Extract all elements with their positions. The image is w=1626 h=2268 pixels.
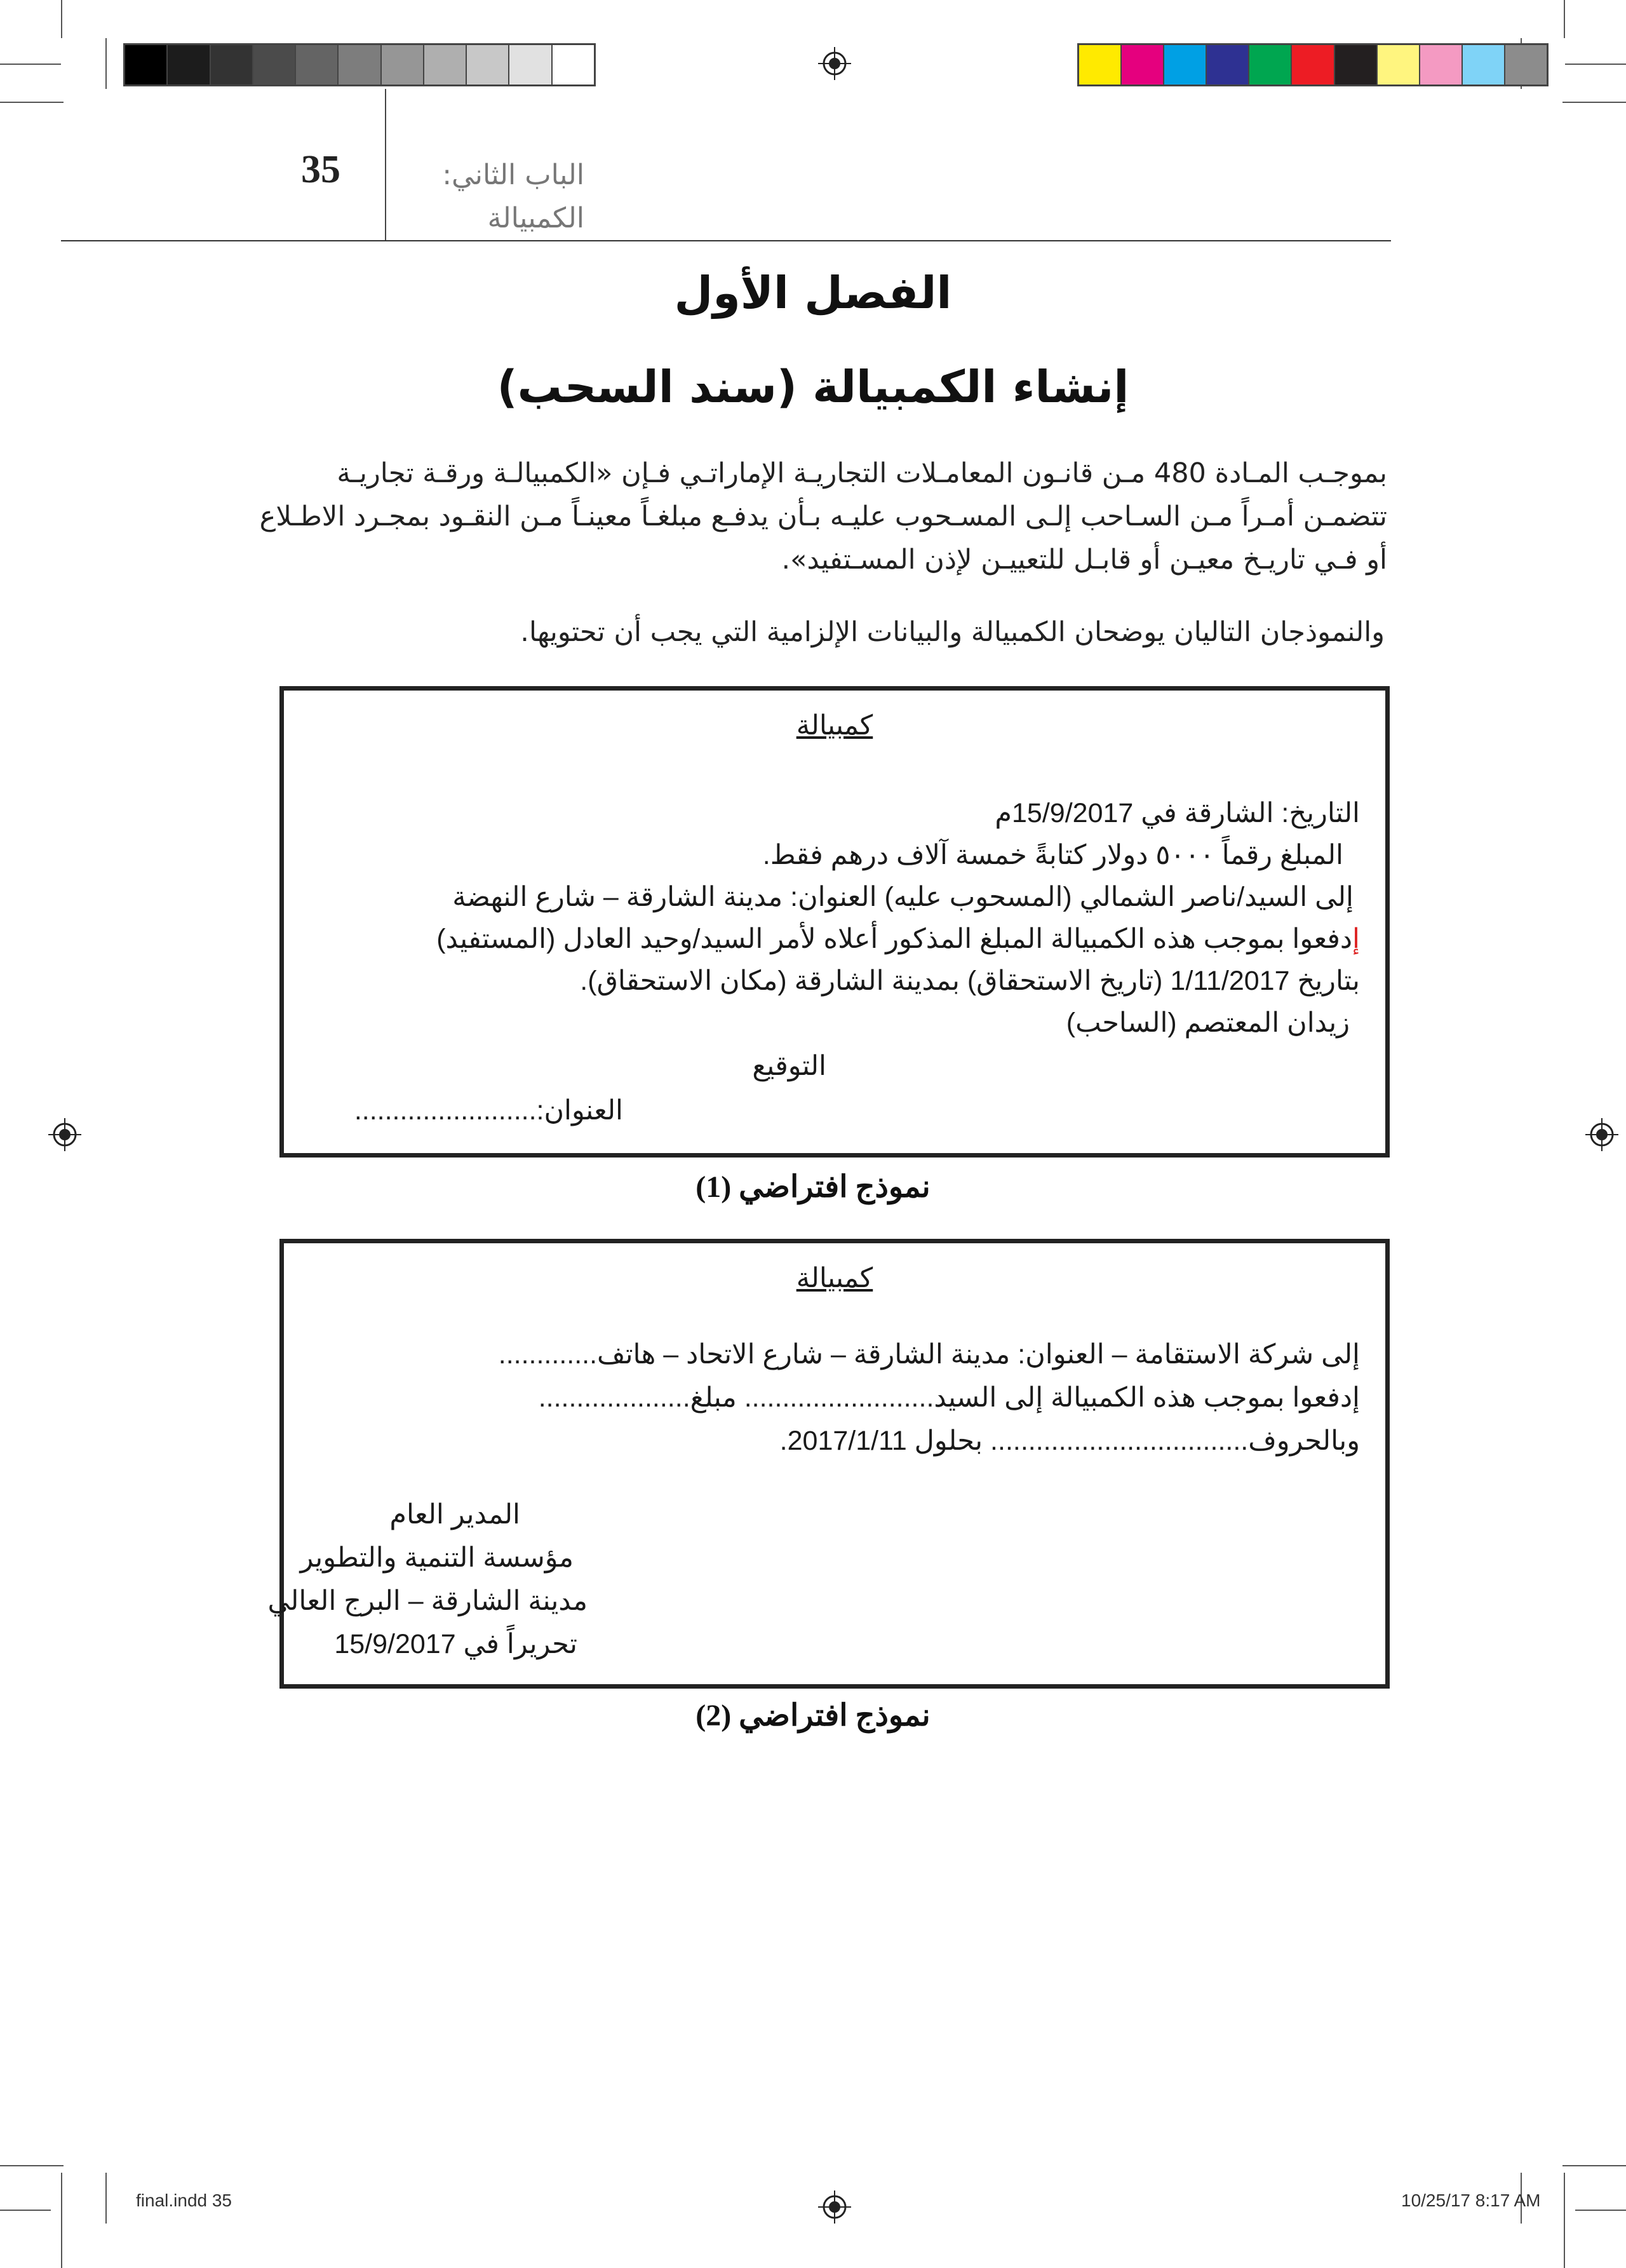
order-first-letter: إ: [1352, 924, 1360, 954]
color-swatch: [1292, 45, 1334, 84]
bill-model-1: [279, 686, 1390, 1158]
color-swatch: [1378, 45, 1420, 84]
bill-heading: كمبيالة: [796, 710, 873, 741]
bill-order-line: [436, 923, 1360, 955]
gray-swatch: [339, 45, 381, 84]
gray-swatch: [424, 45, 467, 84]
page-number: 35: [301, 148, 340, 191]
bill-drawee-line: إلى السيد/ناصر الشمالي (المسحوب عليه) العنوان: مدينة الشارقة – شارع النهضة: [452, 882, 1354, 912]
bill-date-line: التاريخ: الشارقة في 15/9/2017م: [995, 798, 1360, 828]
slug-file: final.indd 35: [136, 2190, 232, 2210]
intro-line-1: بموجـب المـادة 480 مـن قانـون المعامـلات التجاريـة الإماراتـي فـإن «الكمبيالـة ورقـة تجاريـة: [337, 457, 1387, 489]
order-rest: دفعوا بموجب هذه الكمبيالة المبلغ المذكور أعلاه لأمر السيد/وحيد العادل (المستفيد): [436, 924, 1353, 954]
color-swatch: [1420, 45, 1463, 84]
bill2-line-2: إدفعوا بموجب هذه الكمبيالة إلى السيد......................... مبلغ....................: [538, 1382, 1360, 1413]
registration-mark-right: [1585, 1118, 1618, 1151]
slug-timestamp: 10/25/17 8:17 AM: [1401, 2190, 1541, 2210]
bill2-line-3: وبالحروف.................................. بحلول 2017/1/11.: [779, 1426, 1360, 1456]
color-swatch: [1249, 45, 1292, 84]
section-title: إنشاء الكمبيالة (سند السحب): [497, 361, 1129, 413]
bill-address-line: العنوان:........................: [354, 1095, 623, 1126]
gray-swatch: [509, 45, 552, 84]
bill-heading: كمبيالة: [796, 1263, 873, 1293]
bill-model-2: [267, 1239, 1390, 1689]
bill-amount-line: المبلغ رقماً ٥٠٠٠ دولار كتابةً خمسة آلاف درهم فقط.: [762, 840, 1343, 870]
bill-drawer-line: زيدان المعتصم (الساحب): [1066, 1008, 1350, 1038]
gray-swatch: [382, 45, 424, 84]
bill2-signatory-address: مدينة الشارقة – البرج العالي: [267, 1586, 588, 1616]
color-swatch: [1207, 45, 1249, 84]
header-divider: [385, 89, 386, 241]
color-swatch: [1463, 45, 1505, 84]
header-chapter-topic: الكمبيالة: [487, 202, 584, 234]
bill-due-line: بتاريخ 1/11/2017 (تاريخ الاستحقاق) بمدينة الشارقة (مكان الاستحقاق).: [580, 966, 1360, 996]
chapter-title: الفصل الأول: [674, 267, 952, 319]
registration-mark-bottom: [818, 2190, 851, 2224]
color-swatch: [1122, 45, 1164, 84]
intro-line-2: تتضمـن أمـراً مـن السـاحب إلـى المسـحوب عليـه بـأن يدفـع مبلغـاً معينـاً مـن النقـود بمجـرد الاطـلاع: [259, 501, 1387, 532]
color-bar: [1077, 43, 1549, 86]
bill2-signatory-title: المدير العام: [389, 1499, 520, 1530]
gray-swatch: [168, 45, 210, 84]
bill2-line-1: إلى شركة الاستقامة – العنوان: مدينة الشارقة – شارع الاتحاد – هاتف.............: [498, 1339, 1360, 1370]
bill-signature-label: التوقيع: [752, 1051, 826, 1081]
bill2-issue-date: تحريراً في 15/9/2017: [334, 1629, 577, 1659]
grayscale-bar: [123, 43, 596, 86]
intro-line-3: أو فـي تاريـخ معيـن أو قابـل للتعييـن لإذن المسـتفيد».: [781, 544, 1387, 576]
header-rule: [61, 240, 1391, 241]
gray-swatch: [467, 45, 509, 84]
color-swatch: [1335, 45, 1378, 84]
model-1-caption: نموذج افتراضي (1): [695, 1170, 931, 1204]
gray-swatch: [553, 45, 594, 84]
header-part: الباب الثاني:: [442, 159, 584, 191]
gray-swatch: [211, 45, 253, 84]
color-swatch: [1505, 45, 1547, 84]
gray-swatch: [296, 45, 339, 84]
intro-line-4: والنموذجان التاليان يوضحان الكمبيالة والبيانات الإلزامية التي يجب أن تحتويها.: [520, 616, 1385, 648]
bill2-signatory-org: مؤسسة التنمية والتطوير: [300, 1542, 574, 1573]
gray-swatch: [125, 45, 168, 84]
registration-mark-left: [48, 1118, 81, 1151]
model-2-caption: نموذج افتراضي (2): [695, 1699, 931, 1732]
registration-mark-top: [818, 47, 851, 80]
gray-swatch: [253, 45, 296, 84]
color-swatch: [1079, 45, 1122, 84]
color-swatch: [1164, 45, 1207, 84]
